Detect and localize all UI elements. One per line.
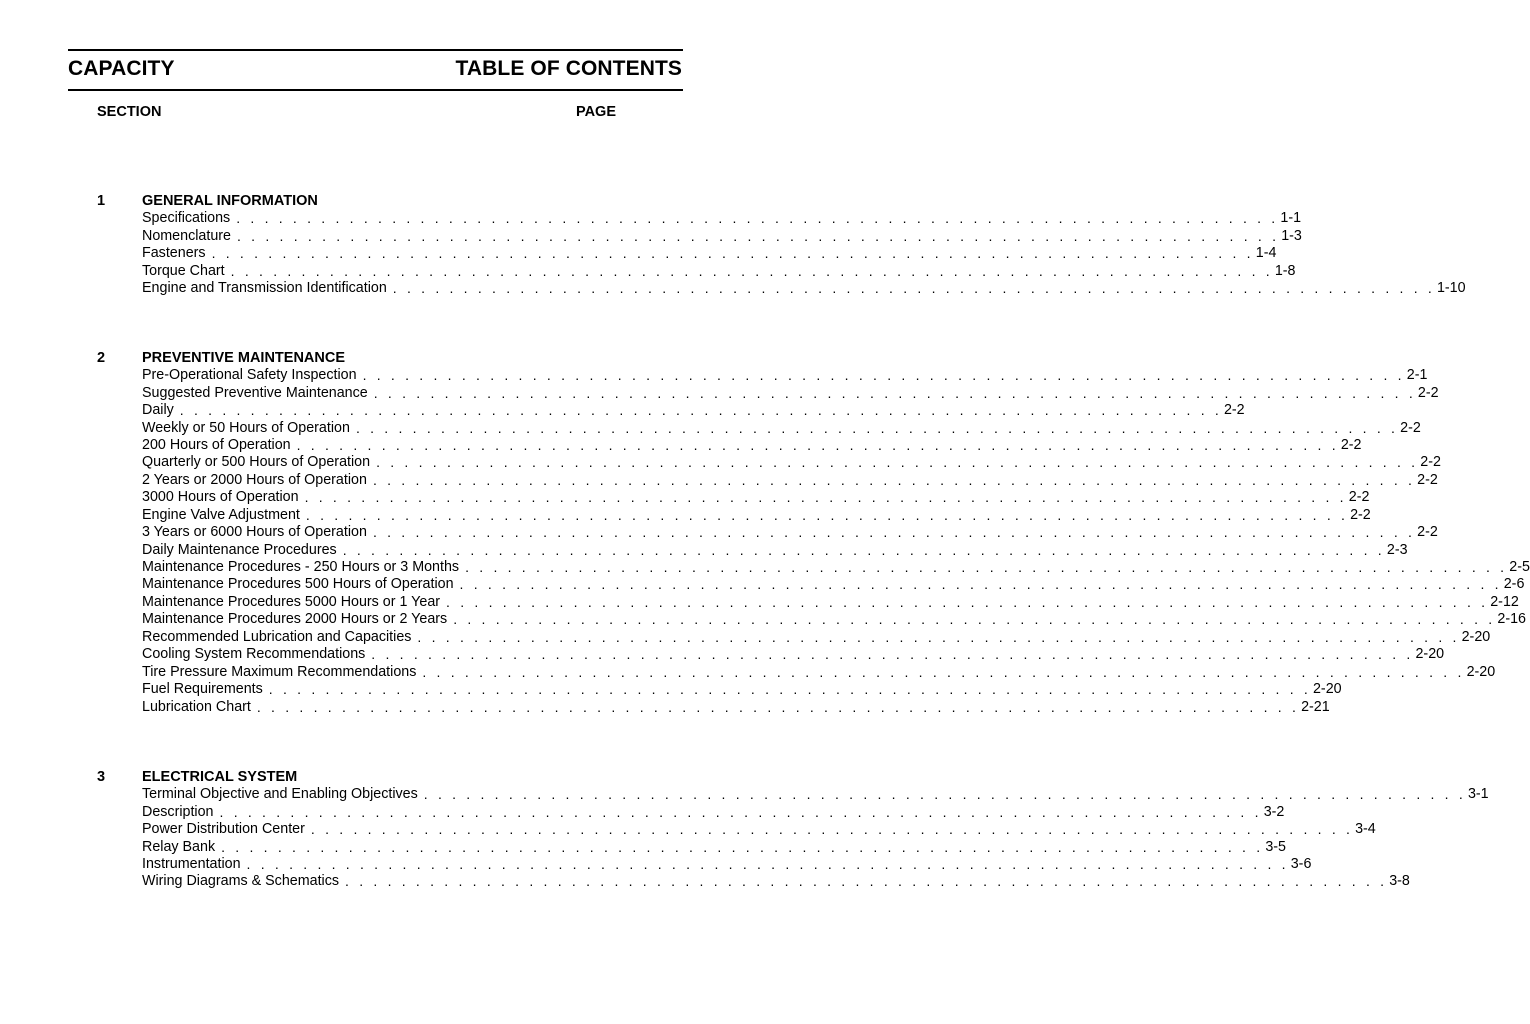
dot-leader: . . . . . . . . . . . . . . . . . . . . . . . . . . . . . . . . . . . . . . . . . . . . . . . . . . . . . . . . . . . . . . . . . . . . . . . . . .: [256, 698, 1300, 715]
dot-leader: . . . . . . . . . . . . . . . . . . . . . . . . . . . . . . . . . . . . . . . . . . . . . . . . . . . . . . . . . . . . . . . . . . . . . . . . . .: [372, 471, 1416, 488]
toc-section-1: [97, 192, 1466, 297]
toc-entry-page: 2-3: [1386, 541, 1408, 558]
toc-entry-list: [142, 786, 1489, 891]
toc-entry[interactable]: [142, 436, 1362, 453]
toc-entry-title: Suggested Preventive Maintenance: [142, 384, 368, 401]
toc-entry-title: Pre-Operational Safety Inspection: [142, 367, 357, 384]
dot-leader: . . . . . . . . . . . . . . . . . . . . . . . . . . . . . . . . . . . . . . . . . . . . . . . . . . . . . . . . . . . . . . . . . . . . . . . . . .: [392, 279, 1435, 296]
dot-leader: . . . . . . . . . . . . . . . . . . . . . . . . . . . . . . . . . . . . . . . . . . . . . . . . . . . . . . . . . . . . . . . . . . . . . . . . . .: [362, 367, 1405, 384]
toc-entry-page: 2-2: [1400, 419, 1421, 436]
toc-entry-page: 2-2: [1417, 384, 1439, 401]
column-heading-page: PAGE: [575, 104, 616, 120]
toc-entry[interactable]: [142, 680, 1342, 698]
dot-leader: . . . . . . . . . . . . . . . . . . . . . . . . . . . . . . . . . . . . . . . . . . . . . . . . . . . . . . . . . . . . . . . . . . . . . . . . . .: [459, 576, 1502, 593]
dot-leader: . . . . . . . . . . . . . . . . . . . . . . . . . . . . . . . . . . . . . . . . . . . . . . . . . . . . . . . . . . . . . . . . . . . . . . . . . .: [372, 524, 1416, 541]
toc-entry[interactable]: [142, 698, 1330, 715]
toc-entry[interactable]: [142, 279, 1466, 296]
toc-entry-title: 3 Years or 6000 Hours of Operation: [142, 524, 367, 541]
toc-entry-title: Specifications: [142, 210, 231, 227]
toc-entry[interactable]: [142, 593, 1519, 610]
dot-leader: . . . . . . . . . . . . . . . . . . . . . . . . . . . . . . . . . . . . . . . . . . . . . . . . . . . . . . . . . . . . . . . . . . . . . . . . . .: [296, 436, 1339, 453]
toc-entry[interactable]: [142, 227, 1302, 244]
toc-entry[interactable]: [142, 523, 1438, 541]
section-number: 1: [97, 192, 106, 209]
toc-entry-page: 2-12: [1490, 593, 1519, 610]
toc-entry-page: 2-16: [1497, 611, 1527, 628]
dot-leader: . . . . . . . . . . . . . . . . . . . . . . . . . . . . . . . . . . . . . . . . . . . . . . . . . . . . . . . . . . . . . . . . . . . . . . . . . .: [304, 489, 1347, 506]
toc-entry-title: Relay Bank: [142, 838, 216, 855]
toc-entry-page: 2-21: [1301, 698, 1330, 715]
toc-entry-page: 1-1: [1280, 210, 1302, 227]
section-heading: [97, 349, 617, 367]
toc-entry[interactable]: [142, 873, 1410, 890]
toc-entry-page: 3-5: [1265, 838, 1286, 855]
toc-entry-page: 2-2: [1417, 524, 1438, 541]
toc-entry-title: Lubrication Chart: [142, 698, 251, 715]
dot-leader: . . . . . . . . . . . . . . . . . . . . . . . . . . . . . . . . . . . . . . . . . . . . . . . . . . . . . . . . . . . . . . . . . . . . . . . . . .: [179, 402, 1222, 419]
toc-entry-page: 2-2: [1417, 471, 1438, 488]
toc-entry-page: 3-6: [1290, 855, 1312, 872]
toc-entry-page: 1-4: [1255, 245, 1277, 262]
toc-entry-title: Weekly or 50 Hours of Operation: [142, 419, 350, 436]
dot-leader: . . . . . . . . . . . . . . . . . . . . . . . . . . . . . . . . . . . . . . . . . . . . . . . . . . . . . . . . . . . . . . . . . . . . . . . . . .: [305, 506, 1349, 523]
toc-entry-page: 2-20: [1312, 681, 1342, 698]
dot-leader: . . . . . . . . . . . . . . . . . . . . . . . . . . . . . . . . . . . . . . . . . . . . . . . . . . . . . . . . . . . . . . . . . . . . . . . . . .: [230, 262, 1273, 279]
toc-entry-title: 200 Hours of Operation: [142, 436, 291, 453]
toc-entry-title: 3000 Hours of Operation: [142, 489, 299, 506]
toc-entry[interactable]: [142, 454, 1441, 471]
header-capacity: CAPACITY: [68, 57, 175, 80]
dot-leader: . . . . . . . . . . . . . . . . . . . . . . . . . . . . . . . . . . . . . . . . . . . . . . . . . . . . . . . . . . . . . . . . . . . . . . . . . .: [221, 838, 1264, 855]
toc-entry-list: [142, 367, 1530, 716]
dot-leader: . . . . . . . . . . . . . . . . . . . . . . . . . . . . . . . . . . . . . . . . . . . . . . . . . . . . . . . . . . . . . . . . . . . . . . . . . .: [465, 559, 1508, 576]
section-heading: [97, 768, 617, 786]
toc-entry[interactable]: [142, 558, 1530, 576]
header-bottom-rule: [68, 89, 683, 91]
toc-entry[interactable]: [142, 367, 1428, 384]
toc-entry-page: 2-2: [1348, 489, 1370, 506]
dot-leader: . . . . . . . . . . . . . . . . . . . . . . . . . . . . . . . . . . . . . . . . . . . . . . . . . . . . . . . . . . . . . . . . . . . . . . . . . .: [310, 821, 1354, 838]
toc-entry[interactable]: [142, 628, 1491, 645]
toc-entry[interactable]: [142, 419, 1421, 436]
toc-entry-page: 1-8: [1274, 262, 1296, 279]
toc-entry-title: Maintenance Procedures 2000 Hours or 2 Years: [142, 611, 448, 628]
toc-entry-title: Quarterly or 500 Hours of Operation: [142, 454, 371, 471]
dot-leader: . . . . . . . . . . . . . . . . . . . . . . . . . . . . . . . . . . . . . . . . . . . . . . . . . . . . . . . . . . . . . . . . . . . . . . . . . .: [345, 873, 1388, 890]
header-table-of-contents: TABLE OF CONTENTS: [455, 57, 682, 80]
dot-leader: . . . . . . . . . . . . . . . . . . . . . . . . . . . . . . . . . . . . . . . . . . . . . . . . . . . . . . . . . . . . . . . . . . . . . . . . . .: [237, 227, 1280, 244]
toc-entry[interactable]: [142, 838, 1286, 855]
toc-entry-title: Daily Maintenance Procedures: [142, 541, 337, 558]
toc-entry[interactable]: [142, 262, 1296, 279]
dot-leader: . . . . . . . . . . . . . . . . . . . . . . . . . . . . . . . . . . . . . . . . . . . . . . . . . . . . . . . . . . . . . . . . . . . . . . . . . .: [373, 384, 1416, 401]
toc-entry-title: 2 Years or 2000 Hours of Operation: [142, 471, 367, 488]
section-title: GENERAL INFORMATION: [142, 192, 318, 209]
dot-leader: . . . . . . . . . . . . . . . . . . . . . . . . . . . . . . . . . . . . . . . . . . . . . . . . . . . . . . . . . . . . . . . . . . . . . . . . . .: [246, 855, 1289, 872]
dot-leader: . . . . . . . . . . . . . . . . . . . . . . . . . . . . . . . . . . . . . . . . . . . . . . . . . . . . . . . . . . . . . . . . . . . . . . . . . .: [268, 681, 1311, 698]
section-number: 2: [97, 349, 106, 366]
toc-entry[interactable]: [142, 611, 1527, 628]
toc-entry-title: Maintenance Procedures 5000 Hours or 1 Year: [142, 593, 441, 610]
toc-entry[interactable]: [142, 506, 1371, 523]
toc-entry[interactable]: [142, 489, 1370, 506]
dot-leader: . . . . . . . . . . . . . . . . . . . . . . . . . . . . . . . . . . . . . . . . . . . . . . . . . . . . . . . . . . . . . . . . . . . . . . . . . .: [417, 628, 1460, 645]
section-number: 3: [97, 768, 106, 785]
toc-entry-page: 1-3: [1281, 227, 1302, 244]
dot-leader: . . . . . . . . . . . . . . . . . . . . . . . . . . . . . . . . . . . . . . . . . . . . . . . . . . . . . . . . . . . . . . . . . . . . . . . . . .: [219, 803, 1262, 820]
toc-entry-page: 2-6: [1503, 576, 1525, 593]
toc-entry-title: Instrumentation: [142, 855, 241, 872]
toc-entry-page: 2-2: [1223, 402, 1245, 419]
toc-entry[interactable]: [142, 541, 1408, 558]
toc-entry-title: Torque Chart: [142, 262, 225, 279]
toc-section-2: [97, 349, 1530, 715]
toc-entry[interactable]: [142, 803, 1285, 820]
toc-entry[interactable]: [142, 401, 1245, 419]
dot-leader: . . . . . . . . . . . . . . . . . . . . . . . . . . . . . . . . . . . . . . . . . . . . . . . . . . . . . . . . . . . . . . . . . . . . . . . . . .: [422, 663, 1465, 680]
toc-entry-title: Tire Pressure Maximum Recommendations: [142, 663, 417, 680]
toc-entry[interactable]: [142, 576, 1525, 593]
toc-entry[interactable]: [142, 786, 1489, 803]
toc-entry[interactable]: [142, 471, 1438, 488]
section-title: PREVENTIVE MAINTENANCE: [142, 349, 346, 366]
toc-entry-title: Fuel Requirements: [142, 681, 263, 698]
toc-entry-page: 3-4: [1355, 821, 1376, 838]
dot-leader: . . . . . . . . . . . . . . . . . . . . . . . . . . . . . . . . . . . . . . . . . . . . . . . . . . . . . . . . . . . . . . . . . . . . . . . . . .: [446, 593, 1489, 610]
toc-section-3: [97, 768, 1489, 890]
toc-entry-page: 2-1: [1406, 367, 1428, 384]
toc-entry-title: Fasteners: [142, 245, 206, 262]
toc-entry-title: Nomenclature: [142, 227, 231, 244]
dot-leader: . . . . . . . . . . . . . . . . . . . . . . . . . . . . . . . . . . . . . . . . . . . . . . . . . . . . . . . . . . . . . . . . . . . . . . . . . .: [453, 611, 1496, 628]
toc-entry[interactable]: [142, 384, 1439, 401]
toc-entry-list: [142, 210, 1466, 297]
toc-entry-page: 1-10: [1436, 279, 1466, 296]
toc-entry-title: Maintenance Procedures - 250 Hours or 3 Months: [142, 559, 460, 576]
toc-entry-page: 2-5: [1509, 559, 1530, 576]
toc-entry-page: 2-20: [1461, 628, 1491, 645]
toc-entry[interactable]: [142, 663, 1496, 680]
dot-leader: . . . . . . . . . . . . . . . . . . . . . . . . . . . . . . . . . . . . . . . . . . . . . . . . . . . . . . . . . . . . . . . . . . . . . . . . . .: [371, 646, 1414, 663]
toc-entry-page: 2-2: [1350, 506, 1371, 523]
toc-entry-title: Terminal Objective and Enabling Objectives: [142, 786, 418, 803]
toc-entry-title: Recommended Lubrication and Capacities: [142, 628, 412, 645]
toc-entry[interactable]: [142, 855, 1312, 872]
toc-entry[interactable]: [142, 820, 1376, 838]
toc-entry-title: Power Distribution Center: [142, 821, 305, 838]
dot-leader: . . . . . . . . . . . . . . . . . . . . . . . . . . . . . . . . . . . . . . . . . . . . . . . . . . . . . . . . . . . . . . . . . . . . . . . . . .: [236, 210, 1279, 227]
toc-entry-page: 3-8: [1389, 873, 1410, 890]
toc-entry-title: Engine Valve Adjustment: [142, 506, 300, 523]
toc-entry[interactable]: [142, 210, 1302, 227]
toc-entry-page: 2-2: [1420, 454, 1441, 471]
dot-leader: . . . . . . . . . . . . . . . . . . . . . . . . . . . . . . . . . . . . . . . . . . . . . . . . . . . . . . . . . . . . . . . . . . . . . . . . . .: [355, 419, 1399, 436]
toc-entry-page: 2-20: [1415, 646, 1445, 663]
toc-entry-page: 3-1: [1467, 786, 1489, 803]
toc-entry-title: Engine and Transmission Identification: [142, 279, 387, 296]
toc-entry-title: Cooling System Recommendations: [142, 646, 366, 663]
dot-leader: . . . . . . . . . . . . . . . . . . . . . . . . . . . . . . . . . . . . . . . . . . . . . . . . . . . . . . . . . . . . . . . . . . . . . . . . . .: [211, 245, 1254, 262]
toc-entry-title: Description: [142, 803, 214, 820]
dot-leader: . . . . . . . . . . . . . . . . . . . . . . . . . . . . . . . . . . . . . . . . . . . . . . . . . . . . . . . . . . . . . . . . . . . . . . . . . .: [423, 786, 1466, 803]
toc-entry-title: Maintenance Procedures 500 Hours of Operation: [142, 576, 454, 593]
toc-entry-page: 2-20: [1466, 663, 1496, 680]
toc-entry-title: Daily: [142, 402, 174, 419]
toc-entry-page: 3-2: [1263, 803, 1285, 820]
dot-leader: . . . . . . . . . . . . . . . . . . . . . . . . . . . . . . . . . . . . . . . . . . . . . . . . . . . . . . . . . . . . . . . . . . . . . . . . . .: [342, 541, 1385, 558]
toc-entry-page: 2-2: [1340, 436, 1362, 453]
column-heading-section: SECTION: [97, 104, 162, 120]
toc-entry[interactable]: [142, 646, 1445, 663]
header-top-rule: [68, 49, 683, 51]
section-title: ELECTRICAL SYSTEM: [142, 768, 298, 785]
toc-entry-title: Wiring Diagrams & Schematics: [142, 873, 340, 890]
section-heading: [97, 192, 617, 210]
toc-entry[interactable]: [142, 244, 1277, 262]
dot-leader: . . . . . . . . . . . . . . . . . . . . . . . . . . . . . . . . . . . . . . . . . . . . . . . . . . . . . . . . . . . . . . . . . . . . . . . . . .: [376, 454, 1419, 471]
